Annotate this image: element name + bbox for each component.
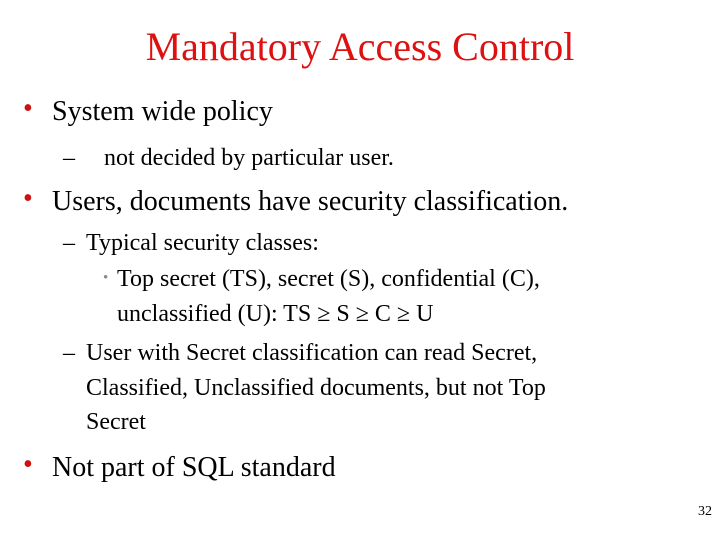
sub-bullet-security-classes: Typical security classes: [86,230,319,256]
dash-icon: – [63,230,75,256]
slide-title: Mandatory Access Control [145,24,575,69]
page-number: 32 [698,504,712,519]
bullet-icon: • [23,449,33,480]
bullet-text-sql-standard: Not part of SQL standard [52,452,336,483]
bullet-icon: • [23,183,33,214]
sub-bullet-secret-line2: Classified, Unclassified documents, but not Top [86,375,546,401]
dash-icon: – [63,145,75,171]
small-bullet-icon: • [103,270,109,286]
bullet-icon: • [23,93,33,124]
bullet-text-system-policy: System wide policy [52,96,273,127]
sub-bullet-secret-line1: User with Secret classification can read Secret, [86,340,538,366]
sub-sub-bullet-classes-line2: unclassified (U): TS ≥ S ≥ C ≥ U [117,301,434,327]
dash-icon: – [63,340,75,366]
sub-bullet-secret-line3: Secret [86,409,146,435]
sub-sub-bullet-classes-line1: Top secret (TS), secret (S), confidential (C), [117,266,540,292]
sub-bullet-not-decided: not decided by particular user. [104,145,394,171]
bullet-text-classification: Users, documents have security classification. [52,186,569,217]
